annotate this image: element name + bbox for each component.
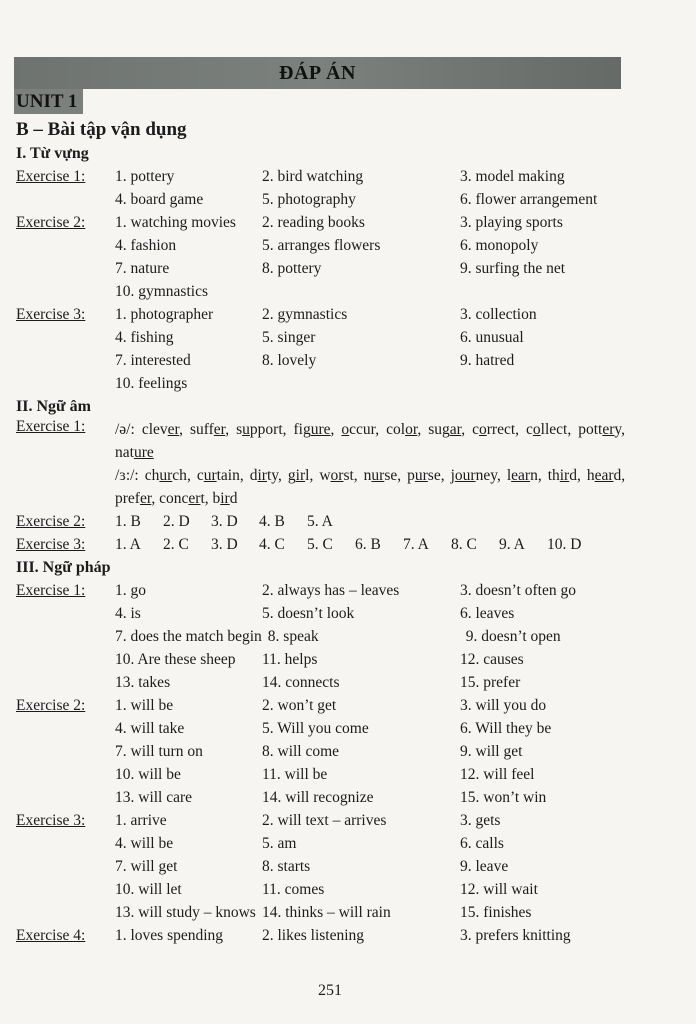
phonetic-word [115, 490, 151, 507]
exercise-label [16, 671, 115, 694]
phonetic-word [386, 421, 417, 438]
answer-content [16, 118, 666, 947]
exercise-label [16, 648, 115, 671]
answer-item: 1. B [115, 513, 141, 530]
exercise-label [16, 303, 115, 326]
answer-item: 1. go [115, 582, 146, 599]
answer-row [16, 280, 666, 303]
underlined-sound: er [602, 421, 615, 438]
answer-item: 6. Will they be [460, 720, 552, 737]
word-part: ney [475, 467, 497, 484]
word-part: tain [216, 467, 240, 484]
answer-item: 5. am [262, 835, 297, 852]
exercise-label [16, 510, 115, 533]
phonetic-word [526, 421, 567, 438]
answer-item: 2. C [163, 536, 189, 553]
answer-item: 6. leaves [460, 605, 515, 622]
underlined-sound: er [213, 421, 226, 438]
underlined-sound: u [242, 421, 250, 438]
exercise-label [16, 763, 115, 786]
section-b-heading: B – Bài tập vận dụng [16, 119, 187, 140]
phonetic-word-list: /ə/: clever, suffer, support, figure, occur, color, sugar, correct, collect, pottery, nature [115, 421, 626, 461]
word-part: n [363, 467, 372, 484]
exercise-label-text: Exercise 2: [16, 513, 86, 530]
answer-item: 4. will be [115, 835, 174, 852]
exercise-label [16, 257, 115, 280]
answer-item: 2. always has – leaves [262, 582, 400, 599]
word-part: nat [115, 444, 134, 461]
word-part: d [249, 467, 258, 484]
exercise-label [16, 694, 115, 717]
answer-row [16, 740, 666, 763]
answer-item: 11. comes [262, 881, 325, 898]
underlined-sound: er [188, 490, 201, 507]
answer-row [16, 257, 666, 280]
page-number: 251 [318, 982, 342, 999]
word-part: s [236, 421, 243, 438]
word-part: ch [144, 467, 160, 484]
answer-item: 7. A [403, 536, 429, 553]
answer-item: 6. monopoly [460, 237, 539, 254]
answer-item: 3. model making [460, 168, 565, 185]
answer-item: 4. C [259, 536, 285, 553]
answer-item: 8. pottery [262, 260, 322, 277]
exercise-label [16, 533, 115, 556]
underlined-sound: our [454, 467, 476, 484]
word-part: pott [578, 421, 603, 438]
answer-item: 13. will study – knows [115, 904, 256, 921]
exercise-label [16, 625, 115, 648]
word-part: l [305, 467, 310, 484]
phonetic-word [472, 421, 515, 438]
exercise-label [16, 901, 115, 924]
phonetic-word [190, 421, 225, 438]
answer-item: 5. C [307, 536, 333, 553]
exercise-label [16, 188, 115, 211]
exercise-label [16, 740, 115, 763]
phonetic-word [145, 467, 187, 484]
phonetic-word [319, 467, 353, 484]
answer-item: 10. gymnastics [115, 283, 208, 300]
exercise-label [16, 878, 115, 901]
phonetic-word [428, 421, 461, 438]
word-part: se [427, 467, 441, 484]
answer-item: 5. A [307, 513, 333, 530]
answer-item: 8. will come [262, 743, 340, 760]
exercise-label-text: Exercise 3: [16, 812, 86, 829]
answer-item: 4. B [259, 513, 285, 530]
answer-row [16, 211, 666, 234]
answer-item: 3. will you do [460, 697, 547, 714]
exercise-label [16, 786, 115, 809]
phonetic-word [407, 467, 441, 484]
answer-row [16, 855, 666, 878]
word-part: p [407, 467, 415, 484]
exercise-label [16, 809, 115, 832]
exercise-label-text: Exercise 1: [16, 168, 86, 185]
word-part: col [386, 421, 406, 438]
answer-item: 14. will recognize [262, 789, 374, 806]
answer-item: 6. unusual [460, 329, 524, 346]
phonetic-word [578, 421, 621, 438]
answer-item: 7. nature [115, 260, 170, 277]
word-part: clev [141, 421, 168, 438]
answer-row [16, 786, 666, 809]
underlined-sound: ir [257, 467, 267, 484]
answer-item: 13. will care [115, 789, 193, 806]
underlined-sound: ir [220, 490, 230, 507]
answer-item: 10. feelings [115, 375, 188, 392]
underlined-sound: ure [133, 444, 154, 461]
word-part: ty [266, 467, 279, 484]
answer-item: 10. Are these sheep [115, 651, 236, 668]
word-part: l [506, 467, 512, 484]
answer-row [16, 303, 666, 326]
underlined-sound: ure [310, 421, 331, 438]
exercise-label-text: Exercise 1: [16, 418, 86, 435]
phonetic-word [288, 467, 310, 484]
answer-item: 4. is [115, 605, 141, 622]
answer-item: 12. will wait [460, 881, 538, 898]
answer-row [16, 579, 666, 602]
answer-item: 9. doesn’t open [465, 628, 561, 645]
word-part: c [472, 421, 479, 438]
answer-item: 14. thinks – will rain [262, 904, 391, 921]
phonetic-word [364, 467, 398, 484]
answer-item: 6. calls [460, 835, 504, 852]
word-part: j [450, 467, 455, 484]
underlined-sound: ear [594, 467, 614, 484]
answer-item: 8. C [451, 536, 477, 553]
exercise-label-text: Exercise 4: [16, 927, 86, 944]
answer-item: 3. D [211, 536, 238, 553]
answer-item: 1. watching movies [115, 214, 236, 231]
word-part: c [526, 421, 533, 438]
exercise-label [16, 832, 115, 855]
answer-row [16, 165, 666, 188]
underlined-sound: ur [203, 467, 217, 484]
word-part: th [547, 467, 560, 484]
exercise-label-text: Exercise 1: [16, 582, 86, 599]
answer-item: 9. will get [460, 743, 523, 760]
phonetic-word-list: /ɜ:/: church, curtain, dirty, girl, worst, nurse, purse, journey, learn, third, heard, prefer, concert, bird [115, 467, 626, 507]
answer-item: 9. surfing the net [460, 260, 566, 277]
phonetic-symbol: /ɜ:/: [115, 467, 139, 484]
phonetic-word [250, 467, 278, 484]
answer-item: 5. arranges flowers [262, 237, 381, 254]
phonetic-word [159, 490, 205, 507]
word-part: llect [540, 421, 568, 438]
answer-item: 1. A [115, 536, 141, 553]
answer-item: 12. causes [460, 651, 524, 668]
word-part: sug [428, 421, 450, 438]
phonetic-word [115, 444, 154, 461]
word-part: pport [249, 421, 283, 438]
word-part: d [569, 467, 577, 484]
word-part: ccur [349, 421, 376, 438]
vocab-heading: I. Từ vựng [16, 145, 89, 162]
exercise-label [16, 234, 115, 257]
phonetic-word [507, 467, 538, 484]
underlined-sound: ar [449, 421, 462, 438]
answer-item: 2. gymnastics [262, 306, 348, 323]
answer-item: 1. loves spending [115, 927, 224, 944]
word-part: se [384, 467, 398, 484]
exercise-label-text: Exercise 3: [16, 536, 86, 553]
answer-item: 4. fashion [115, 237, 177, 254]
exercise-label [16, 418, 115, 464]
answer-item: 13. takes [115, 674, 171, 691]
phonetic-word [451, 467, 497, 484]
answer-row [16, 602, 666, 625]
underlined-sound: ear [511, 467, 531, 484]
answer-item: 6. B [355, 536, 381, 553]
word-part: rrect [486, 421, 516, 438]
answer-item: 7. will get [115, 858, 178, 875]
answer-item: 3. collection [460, 306, 537, 323]
word-part: fig [293, 421, 311, 438]
answer-item: 5. doesn’t look [262, 605, 355, 622]
answer-row [16, 878, 666, 901]
exercise-label-text: Exercise 2: [16, 697, 86, 714]
exercise-label [16, 579, 115, 602]
answer-row [16, 809, 666, 832]
exercise-label [16, 372, 115, 395]
answer-item: 2. likes listening [262, 927, 365, 944]
grammar-section [16, 579, 666, 947]
word-part: y [614, 421, 622, 438]
answer-item: 3. doesn’t often go [460, 582, 576, 599]
answer-item: 4. will take [115, 720, 185, 737]
underlined-sound: er [167, 421, 180, 438]
exercise-label-text: Exercise 3: [16, 306, 86, 323]
answer-item: 5. Will you come [262, 720, 369, 737]
grammar-heading: III. Ngữ pháp [16, 559, 111, 576]
answer-row [16, 648, 666, 671]
exercise-label [16, 349, 115, 372]
underlined-sound: o [341, 421, 350, 438]
exercise-label [16, 602, 115, 625]
exercise-label [16, 165, 115, 188]
underlined-sound: ur [371, 467, 385, 484]
phonetic-word [548, 467, 577, 484]
phonetic-word [142, 421, 179, 438]
answer-item: 11. will be [262, 766, 328, 783]
phonetic-symbol: /ə/: [115, 421, 135, 438]
answer-item: 15. won’t win [460, 789, 547, 806]
answer-item: 7. does the match begin [115, 628, 262, 645]
phonetic-group [16, 464, 666, 510]
exercise-label [16, 211, 115, 234]
exercise-label [16, 280, 115, 303]
answer-item: 8. lovely [262, 352, 317, 369]
answer-row [16, 349, 666, 372]
underlined-sound: o [479, 421, 487, 438]
answer-item: 2. will text – arrives [262, 812, 387, 829]
answer-item: 12. will feel [460, 766, 535, 783]
unit-heading: UNIT 1 [14, 89, 83, 114]
answer-row [16, 924, 666, 947]
answer-item: 4. fishing [115, 329, 174, 346]
answer-item: 1. will be [115, 697, 174, 714]
underlined-sound: o [532, 421, 541, 438]
word-part: pref [115, 490, 140, 507]
answer-row [16, 234, 666, 257]
answer-item: 5. singer [262, 329, 316, 346]
word-part: suff [189, 421, 214, 438]
answer-item: 11. helps [262, 651, 318, 668]
answer-item: 8. speak [267, 628, 319, 645]
word-part: n [530, 467, 538, 484]
answer-row [16, 372, 666, 395]
word-part: d [229, 490, 238, 507]
word-part: h [586, 467, 595, 484]
underlined-sound: ir [295, 467, 306, 484]
answer-row [16, 625, 666, 648]
answer-list [115, 533, 595, 556]
answer-key-header-bar [14, 57, 621, 89]
underlined-sound: er [139, 490, 152, 507]
answer-item: 2. D [163, 513, 190, 530]
answer-item: 5. photography [262, 191, 356, 208]
underlined-sound: ur [414, 467, 428, 484]
answer-item: 1. pottery [115, 168, 175, 185]
answer-row [16, 510, 666, 533]
answer-row [16, 188, 666, 211]
answer-item: 9. A [499, 536, 525, 553]
answer-item: 15. finishes [460, 904, 532, 921]
word-part: b [212, 490, 221, 507]
phonetic-word [341, 421, 375, 438]
word-part: d [613, 467, 622, 484]
underlined-sound: ir [559, 467, 570, 484]
answer-item: 10. D [547, 536, 582, 553]
answer-item: 3. gets [460, 812, 501, 829]
underlined-sound: or [330, 467, 344, 484]
answer-item: 10. will let [115, 881, 182, 898]
exercise-label [16, 717, 115, 740]
exercise-label [16, 924, 115, 947]
exercise-label [16, 464, 115, 510]
phonetic-word [197, 467, 240, 484]
vocab-section [16, 165, 666, 395]
exercise-label [16, 326, 115, 349]
answer-item: 6. flower arrangement [460, 191, 598, 208]
answer-item: 4. board game [115, 191, 204, 208]
answer-key-title: ĐÁP ÁN [279, 61, 356, 84]
answer-item: 1. arrive [115, 812, 167, 829]
answer-row [16, 763, 666, 786]
phonetic-group [16, 418, 666, 464]
answer-item: 2. won’t get [262, 697, 337, 714]
word-part: g [287, 467, 296, 484]
exercise-label-text: Exercise 2: [16, 214, 86, 231]
underlined-sound: ur [159, 467, 173, 484]
answer-row [16, 901, 666, 924]
answer-item: 15. prefer [460, 674, 521, 691]
exercise-label [16, 855, 115, 878]
answer-item: 3. D [211, 513, 238, 530]
answer-item: 3. playing sports [460, 214, 563, 231]
answer-row [16, 832, 666, 855]
answer-row [16, 694, 666, 717]
answer-list [115, 510, 355, 533]
answer-row [16, 717, 666, 740]
underlined-sound: or [405, 421, 418, 438]
answer-item: 10. will be [115, 766, 181, 783]
word-part: w [319, 467, 331, 484]
answer-row [16, 533, 666, 556]
answer-item: 1. photographer [115, 306, 214, 323]
answer-item: 2. reading books [262, 214, 365, 231]
answer-item: 9. leave [460, 858, 509, 875]
answer-row [16, 671, 666, 694]
answer-item: 2. bird watching [262, 168, 364, 185]
answer-item: 3. prefers knitting [460, 927, 571, 944]
pronunciation-heading: II. Ngữ âm [16, 398, 91, 415]
phonetic-word [213, 490, 238, 507]
answer-item: 7. will turn on [115, 743, 203, 760]
answer-item: 8. starts [262, 858, 311, 875]
word-part: ch [172, 467, 187, 484]
pronunciation-section [16, 418, 666, 556]
answer-item: 9. hatred [460, 352, 515, 369]
word-part: t [200, 490, 205, 507]
word-part: conc [159, 490, 189, 507]
answer-item: 14. connects [262, 674, 340, 691]
phonetic-word [294, 421, 331, 438]
phonetic-word [587, 467, 621, 484]
answer-row [16, 326, 666, 349]
word-part: st [343, 467, 354, 484]
answer-item: 7. interested [115, 352, 191, 369]
phonetic-word [236, 421, 283, 438]
word-part: c [196, 467, 204, 484]
